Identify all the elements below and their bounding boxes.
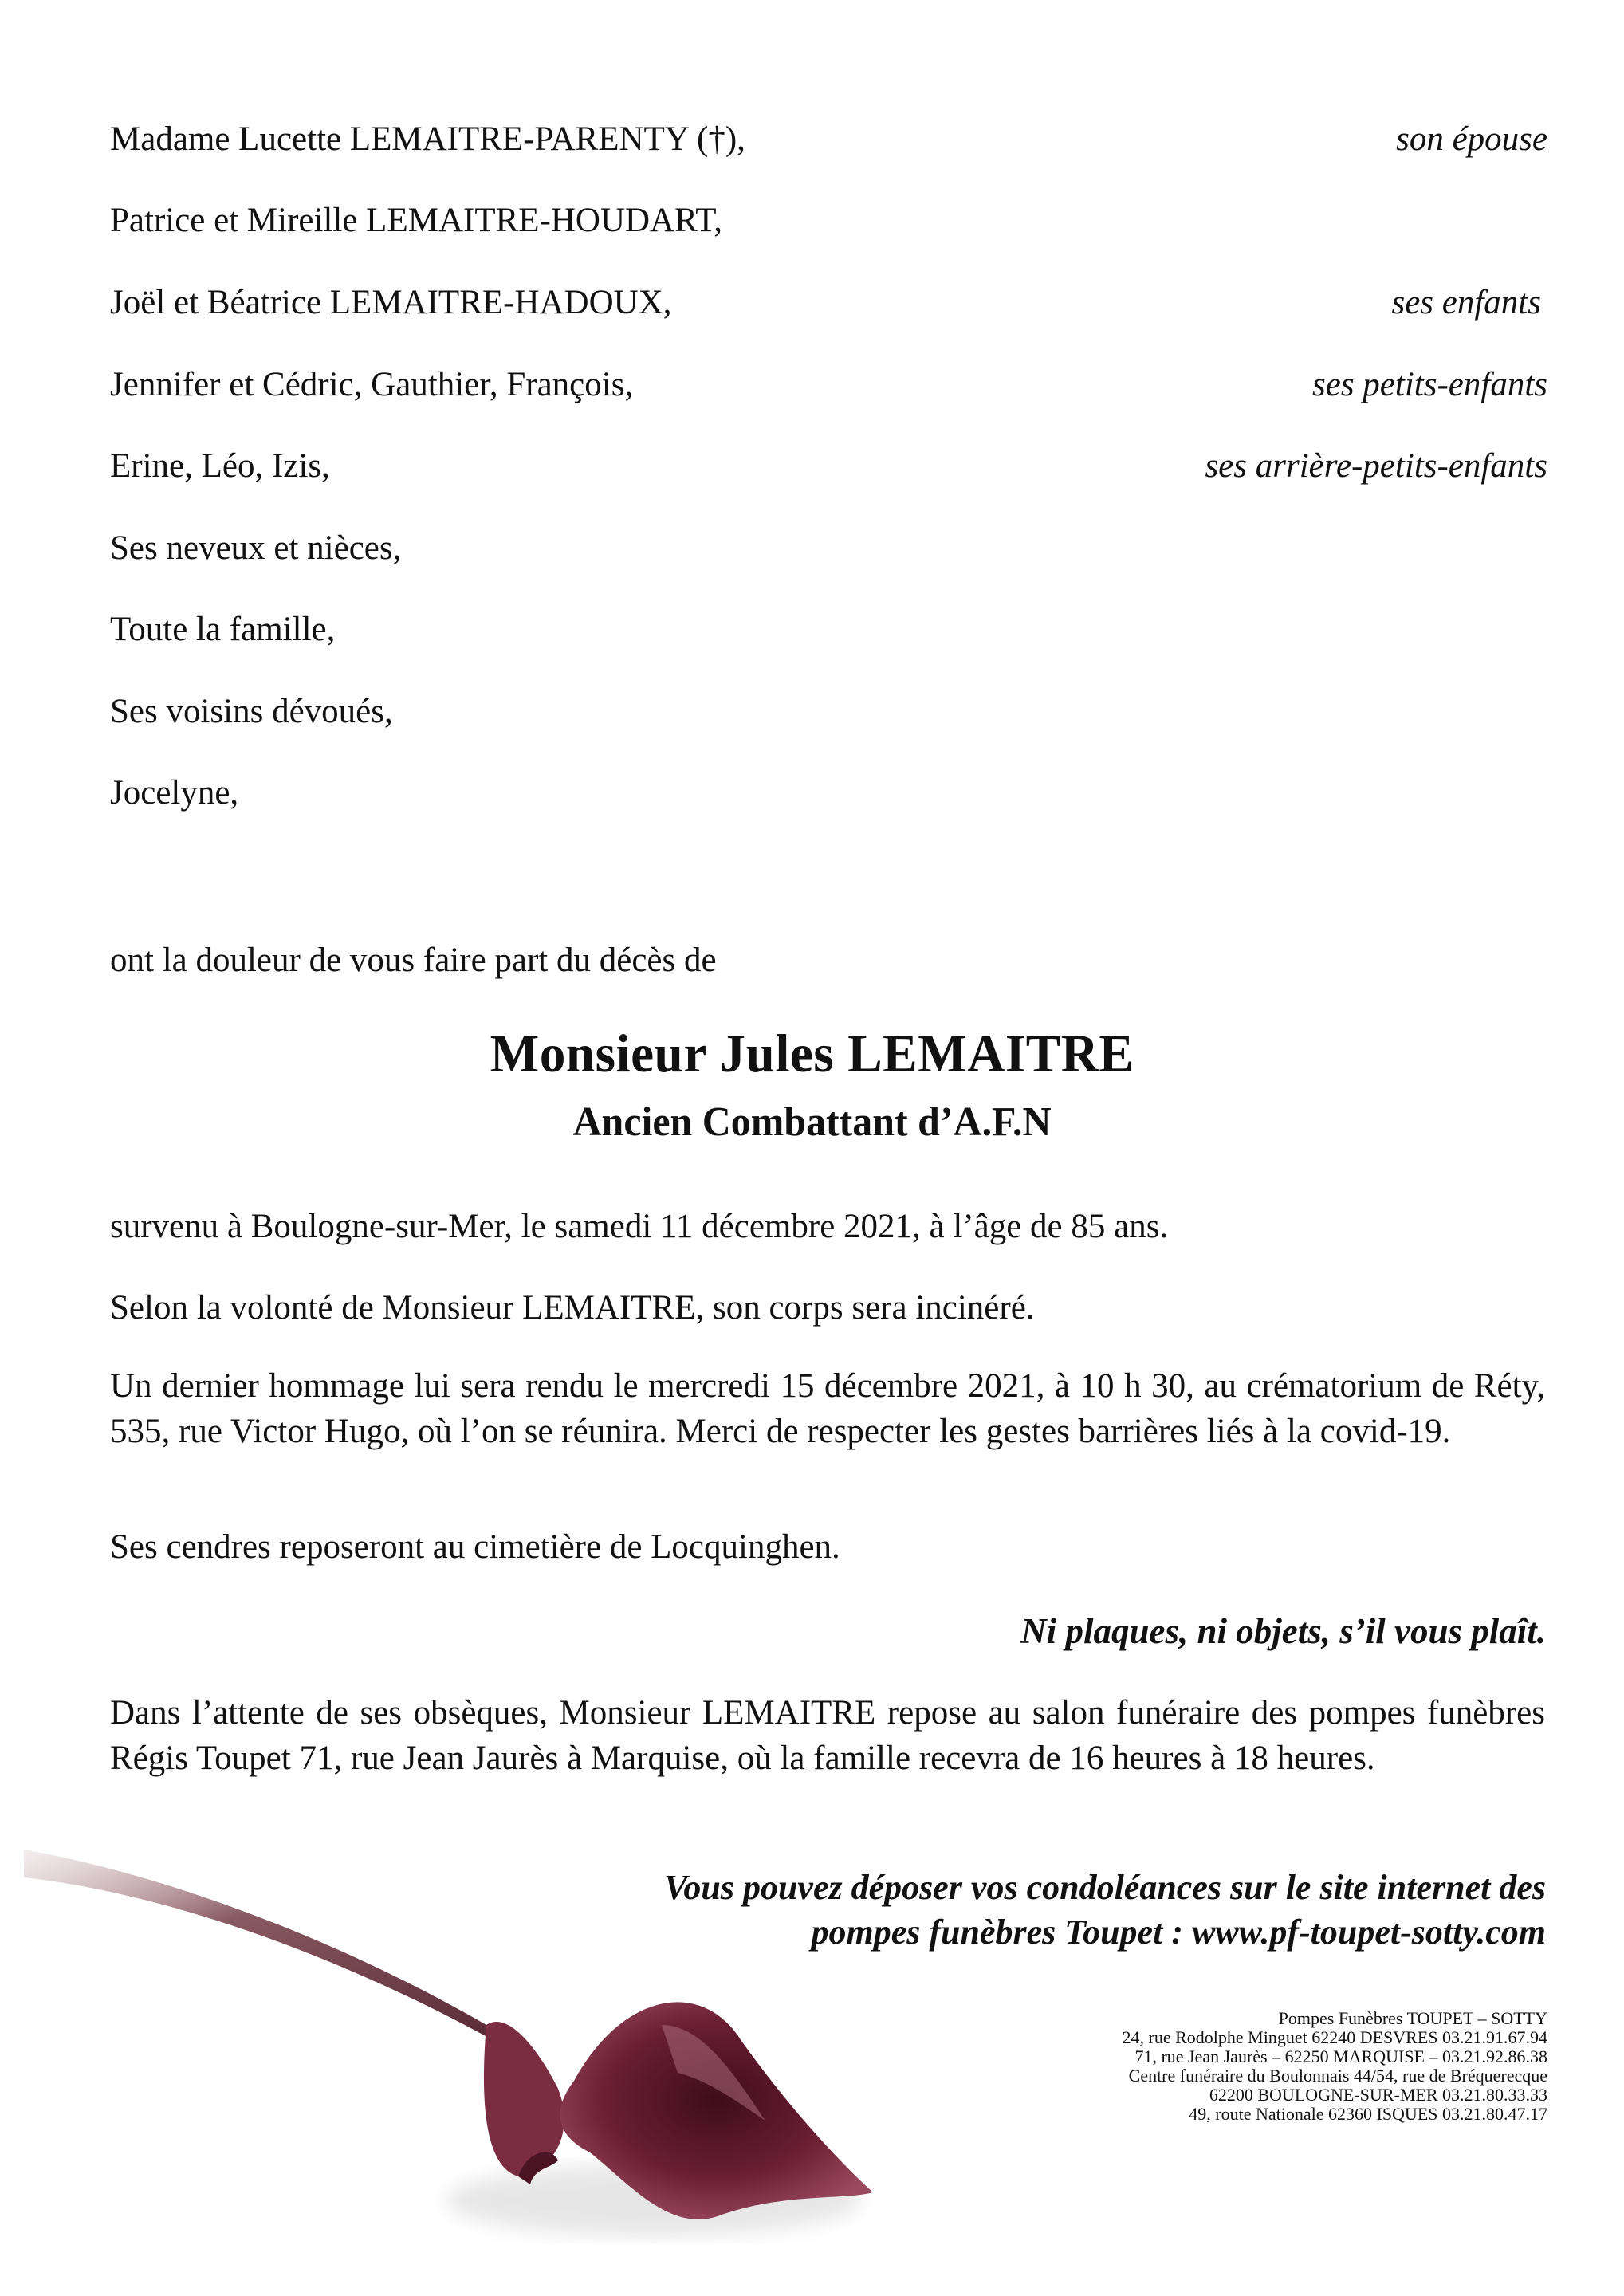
family-name-8: Jocelyne, [110,774,239,812]
family-name-2: Joël et Béatrice LEMAITRE-HADOUX, [110,284,672,321]
family-relation-0: son épouse [1396,120,1547,158]
family-name-6: Toute la famille, [110,611,336,648]
paragraph-wish: Selon la volonté de Monsieur LEMAITRE, son corps sera incinéré. [110,1289,1035,1327]
paragraph-death: survenu à Boulogne-sur-Mer, le samedi 11 décembre 2021, à l’âge de 85 ans. [110,1208,1169,1245]
family-relation-4: ses arrière-petits-enfants [1205,447,1547,485]
contact-line-5: 49, route Nationale 62360 ISQUES 03.21.80.47.17 [1189,2104,1547,2124]
deceased-name: Monsieur Jules LEMAITRE [490,1023,1134,1083]
family-relation-3: ses petits-enfants [1312,366,1547,403]
condolences-notice [509,1866,1546,1955]
announcement-intro: ont la douleur de vous faire part du décès de [110,942,717,979]
contact-line-3: Centre funéraire du Boulonnais 44/54, rue de Bréquerecque [1128,2066,1547,2086]
family-name-3: Jennifer et Cédric, Gauthier, François, [110,366,634,403]
condolences-line-2[interactable]: pompes funèbres Toupet : www.pf-toupet-sotty.com [811,1913,1546,1952]
family-relation-2: ses enfants [1391,284,1541,321]
funeral-home-contact [910,2009,1547,2124]
family-name-1: Patrice et Mireille LEMAITRE-HOUDART, [110,202,723,239]
contact-line-2: 71, rue Jean Jaurès – 62250 MARQUISE – 03.21.92.86.38 [1134,2046,1547,2066]
deceased-title: Ancien Combattant d’A.F.N [572,1099,1052,1145]
condolences-line-1: Vous pouvez déposer vos condoléances sur le site internet des [663,1868,1546,1907]
contact-line-1: 24, rue Rodolphe Minguet 62240 DESVRES 03.21.91.67.94 [1122,2027,1547,2047]
family-name-5: Ses neveux et nièces, [110,529,402,567]
no-flowers-notice: Ni plaques, ni objets, s’il vous plaît. [1020,1611,1546,1651]
contact-line-0: Pompes Funèbres TOUPET – SOTTY [1278,2008,1547,2028]
contact-line-4: 62200 BOULOGNE-SUR-MER 03.21.80.33.33 [1209,2085,1547,2105]
family-name-0: Madame Lucette LEMAITRE-PARENTY (†), [110,120,745,158]
flower-stem [24,1850,494,2041]
flower-petal-back [484,2022,564,2176]
paragraph-ashes: Ses cendres reposeront au cimetière de Locquinghen. [110,1528,840,1566]
family-name-7: Ses voisins dévoués, [110,693,393,730]
family-name-4: Erine, Léo, Izis, [110,447,330,485]
paragraph-rest: Dans l’attente de ses obsèques, Monsieur LEMAITRE repose au salon funéraire des pompes funèbres Régis Toupet 71, rue Jean Jaurès à Marquise, où la famille recevra de 16 heures à 18 heures. [110,1694,1545,1777]
paragraph-tribute: Un dernier hommage lui sera rendu le mercredi 15 décembre 2021, à 10 h 30, au crématorium de Réty, 535, rue Victor Hugo, où l’on se réunira. Merci de respecter les gestes barrières liés à la covid-19. [110,1367,1545,1450]
